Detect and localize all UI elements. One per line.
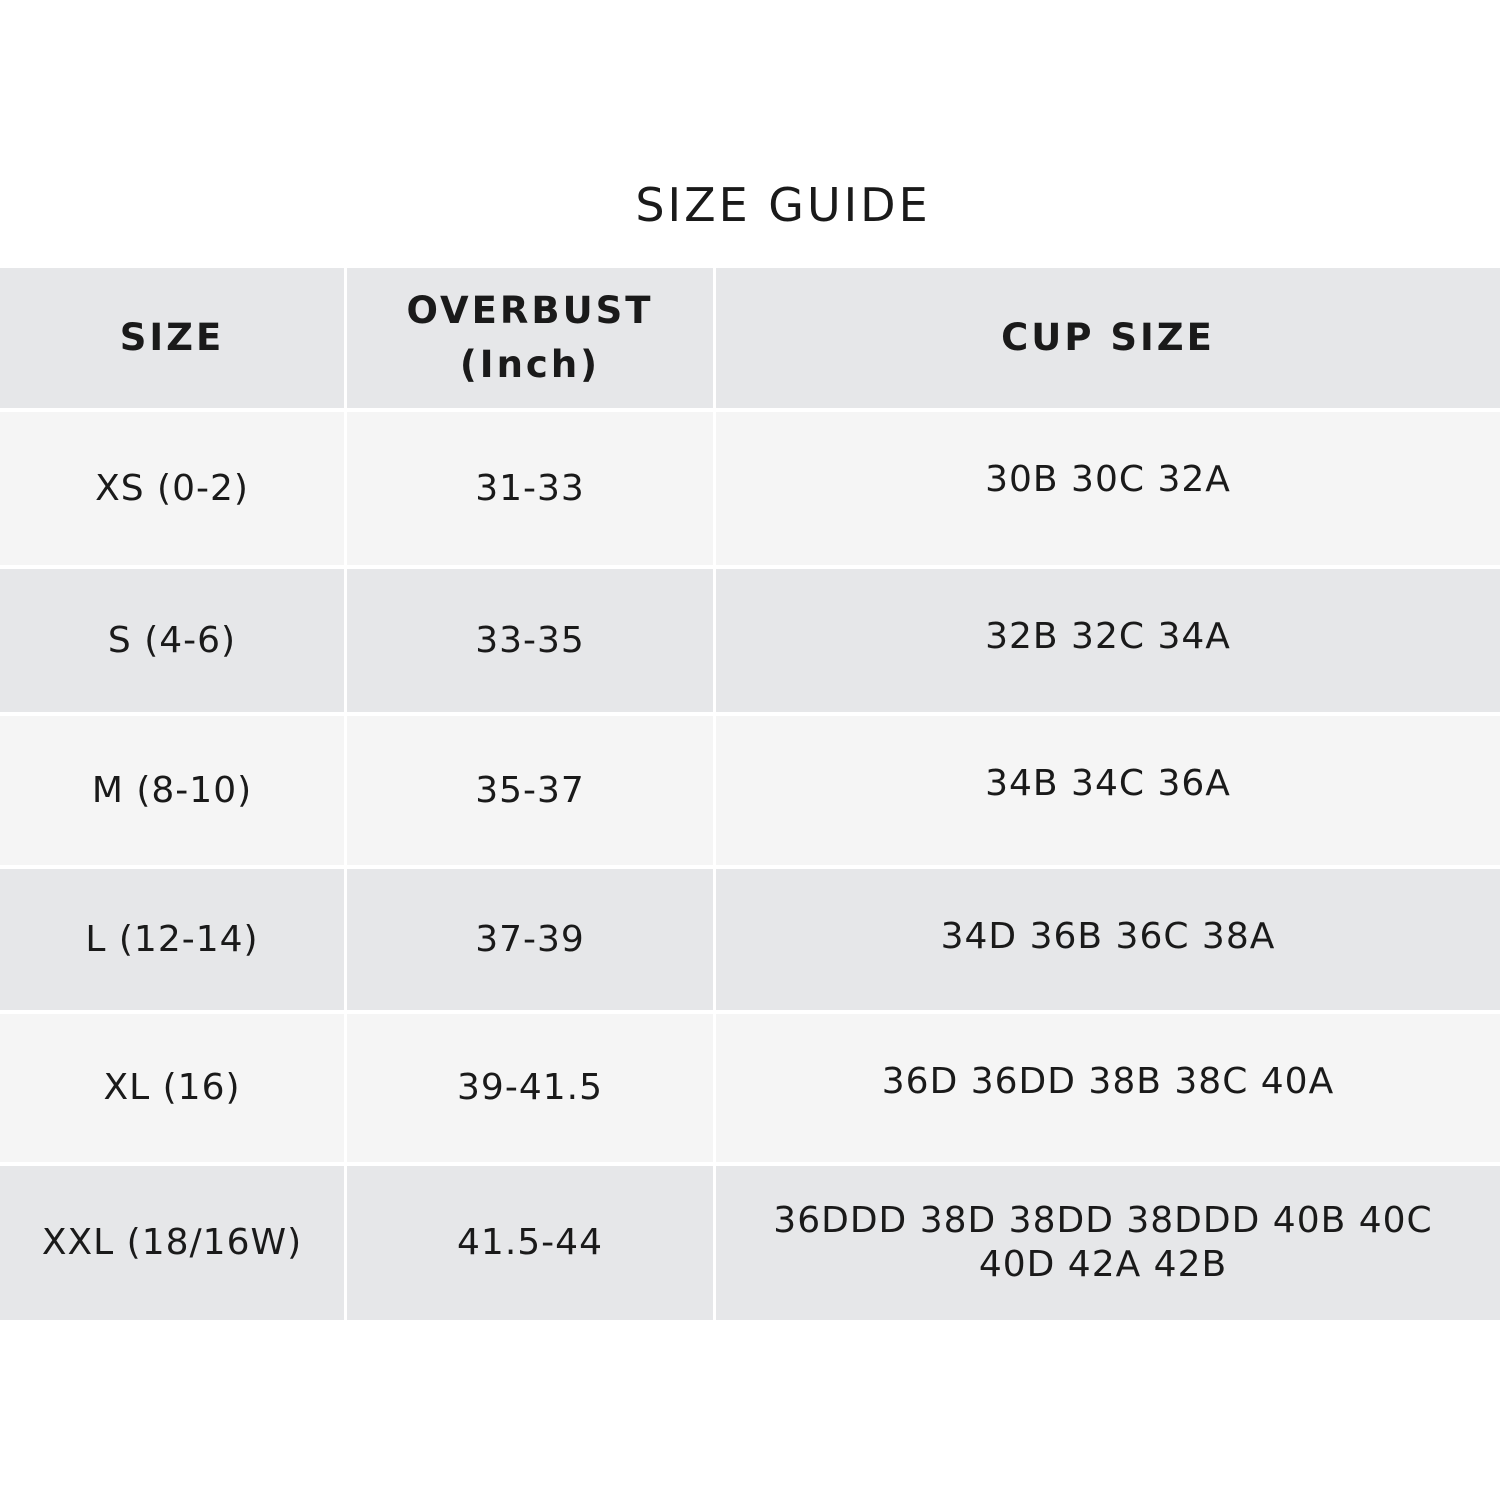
size-cell: XL (16) (0, 1014, 344, 1162)
size-table (0, 268, 1500, 1320)
header-cup-size: CUP SIZE (716, 268, 1500, 408)
overbust-cell: 33-35 (347, 569, 713, 712)
header-overbust-label: OVERBUST (406, 289, 654, 332)
cup-size-cell: 30B 30C 32A (716, 412, 1500, 565)
size-cell: XS (0-2) (0, 412, 344, 565)
size-cell: L (12-14) (0, 869, 344, 1010)
overbust-cell: 31-33 (347, 412, 713, 565)
header-overbust (347, 268, 713, 408)
overbust-cell: 37-39 (347, 869, 713, 1010)
cup-size-cell: 36D 36DD 38B 38C 40A (716, 1014, 1500, 1162)
size-cell: S (4-6) (0, 569, 344, 712)
cup-size-cell: 34B 34C 36A (716, 716, 1500, 865)
cup-size-cell: 32B 32C 34A (716, 569, 1500, 712)
overbust-cell: 41.5-44 (347, 1166, 713, 1320)
size-cell: M (8-10) (0, 716, 344, 865)
overbust-cell: 35-37 (347, 716, 713, 865)
cup-size-cell: 34D 36B 36C 38A (716, 869, 1500, 1010)
size-cell: XXL (18/16W) (0, 1166, 344, 1320)
overbust-cell: 39-41.5 (347, 1014, 713, 1162)
page-title: SIZE GUIDE (635, 178, 931, 232)
cup-size-cell: 36DDD 38D 38DD 38DDD 40B 40C 40D 42A 42B (716, 1166, 1500, 1320)
header-size: SIZE (0, 268, 344, 408)
header-overbust-unit: (Inch) (459, 343, 601, 386)
